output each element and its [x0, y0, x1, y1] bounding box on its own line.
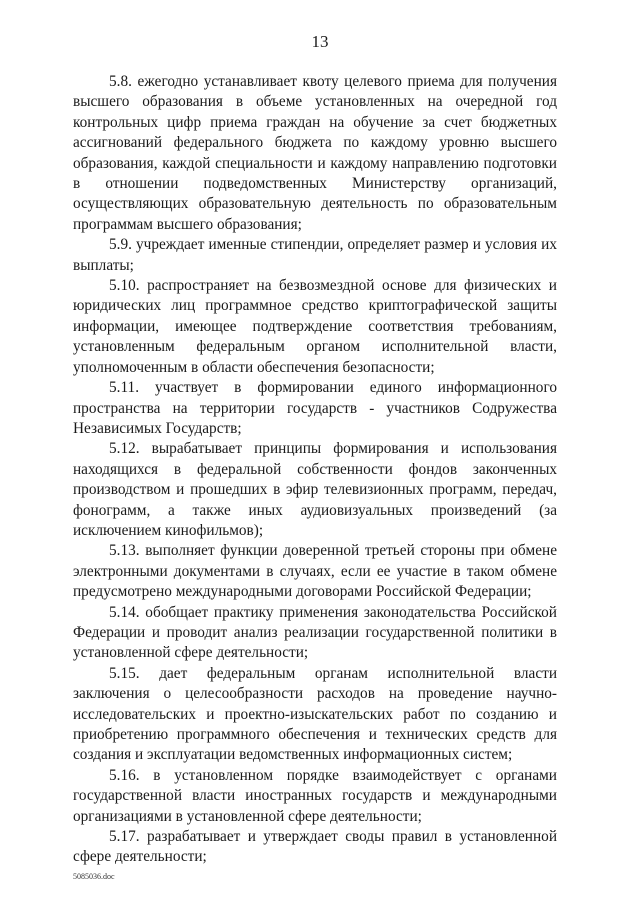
document-body: [73, 72, 557, 868]
paragraph-5-11: 5.11. участвует в формировании единого информационного пространства на территории государств - участников Содружества Независимых Государств;: [73, 379, 557, 437]
paragraph-5-10: 5.10. распространяет на безвозмездной основе для физических и юридических лиц программное средство криптографической защиты информации, имеющее подтверждение соответствия требованиям, установленным федеральным органом исполнительной власти, уполномоченным в области обеспечения безопасности;: [73, 277, 557, 376]
paragraph-5-12: 5.12. вырабатывает принципы формирования и использования находящихся в федеральной собственности фондов законченных производством и прошедших в эфир телевизионных программ, передач, фонограмм, а также иных аудиовизуальных произведений (за исключением кинофильмов);: [73, 440, 557, 539]
paragraph-5-14: 5.14. обобщает практику применения законодательства Российской Федерации и проводит анализ реализации государственной политики в установленной сфере деятельности;: [73, 603, 557, 662]
paragraph-5-8: 5.8. ежегодно устанавливает квоту целевого приема для получения высшего образования в объеме установленных на очередной год контрольных цифр приема граждан на обучение за счет бюджетных ассигнований федерального бюджета по каждому уровню высшего образования, каждой специальности и каждому направлению подготовки в отношении подведомственных Министерству организаций, осуществляющих образовательную деятельность по образовательным программам высшего образования;: [73, 73, 557, 233]
paragraph-5-16: 5.16. в установленном порядке взаимодействует с органами государственной власти иностранных государств и международными организациями в установленной сфере деятельности;: [73, 766, 557, 825]
page-number: 13: [311, 32, 329, 51]
paragraph-5-15: 5.15. дает федеральным органам исполнительной власти заключения о целесообразности расходов на проведение научно-исследовательских и проектно-изыскательских работ по созданию и приобретению программного обеспечения и технических средств для создания и эксплуатации ведомственных информационных систем;: [73, 664, 557, 764]
document-filename-footer: 5085036.doc: [73, 872, 115, 881]
paragraph-5-13: 5.13. выполняет функции доверенной третьей стороны при обмене электронными документами в случаях, если ее участие в таком обмене предусмотрено международными договорами Российской Федерации;: [73, 542, 557, 601]
paragraph-5-9: 5.9. учреждает именные стипендии, определяет размер и условия их выплаты;: [73, 236, 557, 274]
paragraph-5-17: 5.17. разрабатывает и утверждает своды правил в установленной сфере деятельности;: [73, 828, 557, 866]
